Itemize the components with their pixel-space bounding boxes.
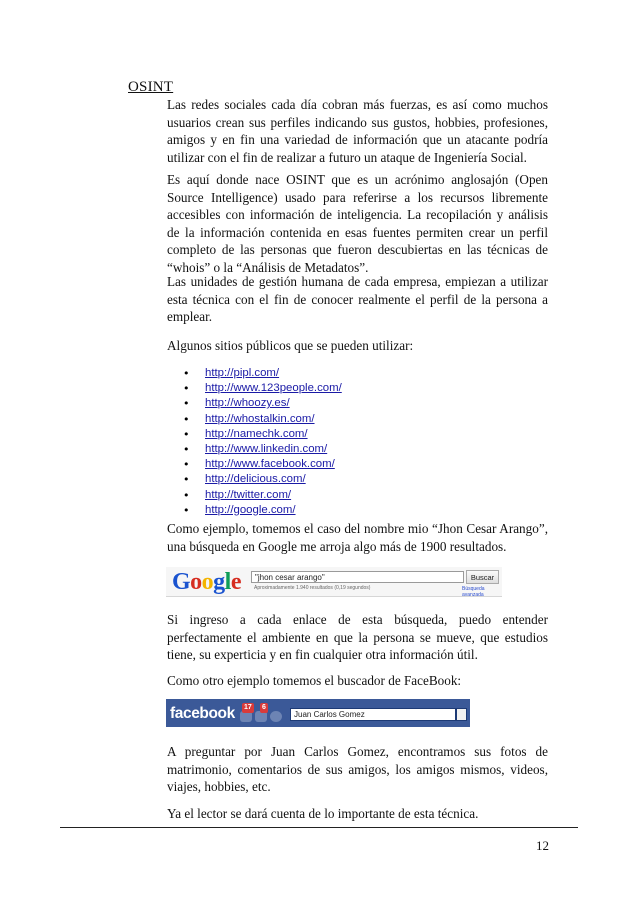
link-google[interactable]: http://google.com/ <box>205 503 296 516</box>
list-item <box>183 488 523 503</box>
bullet-icon: • <box>183 473 190 487</box>
list-item <box>183 442 523 457</box>
bullet-icon: • <box>183 367 190 380</box>
bullet-icon: • <box>183 442 190 456</box>
paragraph-sites-intro: Algunos sitios públicos que se pueden utilizar: <box>167 338 414 353</box>
link-twitter[interactable]: http://twitter.com/ <box>205 488 292 501</box>
paragraph-intro: Las redes sociales cada día cobran más fuerzas, es así como muchos usuarios crean sus perfiles indicando sus gustos, hobbies, profesiones, amigos y en fin una variedad de información que un atacante podría utilizar con el fin de realizar a futuro un ataque de Ingeniería Social. <box>167 97 548 165</box>
list-item <box>183 427 523 442</box>
google-search-screenshot <box>166 567 502 597</box>
bullet-icon: • <box>183 488 190 502</box>
google-advanced-search-link: Búsqueda avanzada <box>462 586 485 598</box>
list-item <box>183 457 523 472</box>
list-item <box>183 412 523 427</box>
notification-badge: 17 <box>244 704 252 711</box>
google-search-input: "jhon cesar arango" <box>251 571 464 583</box>
google-result-stats: Aproximadamente 1.940 resultados (0,19 segundos) <box>254 585 371 591</box>
google-logo: Google <box>172 569 241 595</box>
paragraph-google-example: Como ejemplo, tomemos el caso del nombre mio “Jhon Cesar Arango”, una búsqueda en Google me arroja algo más de 1900 resultados. <box>167 521 548 554</box>
list-item <box>183 396 523 411</box>
facebook-logo: facebook <box>170 705 235 722</box>
bullet-icon: • <box>183 397 190 411</box>
facebook-search-screenshot <box>166 699 470 727</box>
bullet-icon: • <box>183 382 190 396</box>
paragraph-osint-definition: Es aquí donde nace OSINT que es un acrónimo anglosajón (Open Source Intelligence) usado para referirse a los recursos libremente accesibles con información de inteligencia. La recopilación y análisis de la información contenida en esas fuentes permiten crear un perfil completo de las personas que fueron descubiertas en las técnicas de “whois” o la “Análisis de Metadatos”. <box>167 172 548 275</box>
link-namechk[interactable]: http://namechk.com/ <box>205 427 308 440</box>
link-delicious[interactable]: http://delicious.com/ <box>205 473 306 486</box>
google-search-button: Buscar <box>466 570 499 584</box>
paragraph-conclusion: Ya el lector se dará cuenta de lo importante de esta técnica. <box>167 806 479 821</box>
search-icon <box>456 708 467 721</box>
paragraph-hr-usage: Las unidades de gestión humana de cada empresa, empiezan a utilizar esta técnica con el fin de conocer realmente el perfil de la persona a emplear. <box>167 274 548 324</box>
list-item <box>183 366 523 381</box>
link-whostalkin[interactable]: http://whostalkin.com/ <box>205 412 315 425</box>
link-123people[interactable]: http://www.123people.com/ <box>205 382 342 395</box>
link-facebook[interactable]: http://www.facebook.com/ <box>205 458 335 471</box>
bullet-icon: • <box>183 503 190 517</box>
list-item <box>183 381 523 396</box>
paragraph-facebook-intro: Como otro ejemplo tomemos el buscador de FaceBook: <box>167 673 462 688</box>
bullet-icon: • <box>183 412 190 426</box>
notifications-globe-icon <box>270 711 282 722</box>
paragraph-search-analysis: Si ingreso a cada enlace de esta búsqueda, puedo entender perfectamente el ambiente en que la persona se mueve, que estudios tiene, su experticia y en fin cualquier otra información útil. <box>167 612 548 662</box>
link-pipl[interactable]: http://pipl.com/ <box>205 367 280 379</box>
page-number: 12 <box>536 838 549 853</box>
section-heading: OSINT <box>128 79 174 95</box>
paragraph-facebook-results: A preguntar por Juan Carlos Gomez, encontramos sus fotos de matrimonio, comentarios de sus amigos, los amigos mismos, videos, viajes, hobbies, etc. <box>167 744 548 794</box>
notification-badge: 6 <box>262 704 266 711</box>
link-linkedin[interactable]: http://www.linkedin.com/ <box>205 442 328 455</box>
list-item <box>183 503 523 518</box>
footer-divider <box>60 827 578 828</box>
facebook-search-input: Juan Carlos Gomez <box>290 708 456 721</box>
bullet-icon: • <box>183 427 190 441</box>
list-item <box>183 472 523 487</box>
facebook-notification-icons <box>240 704 284 723</box>
bullet-icon: • <box>183 458 190 472</box>
link-whoozy[interactable]: http://whoozy.es/ <box>205 397 290 410</box>
public-sites-list <box>183 366 523 518</box>
